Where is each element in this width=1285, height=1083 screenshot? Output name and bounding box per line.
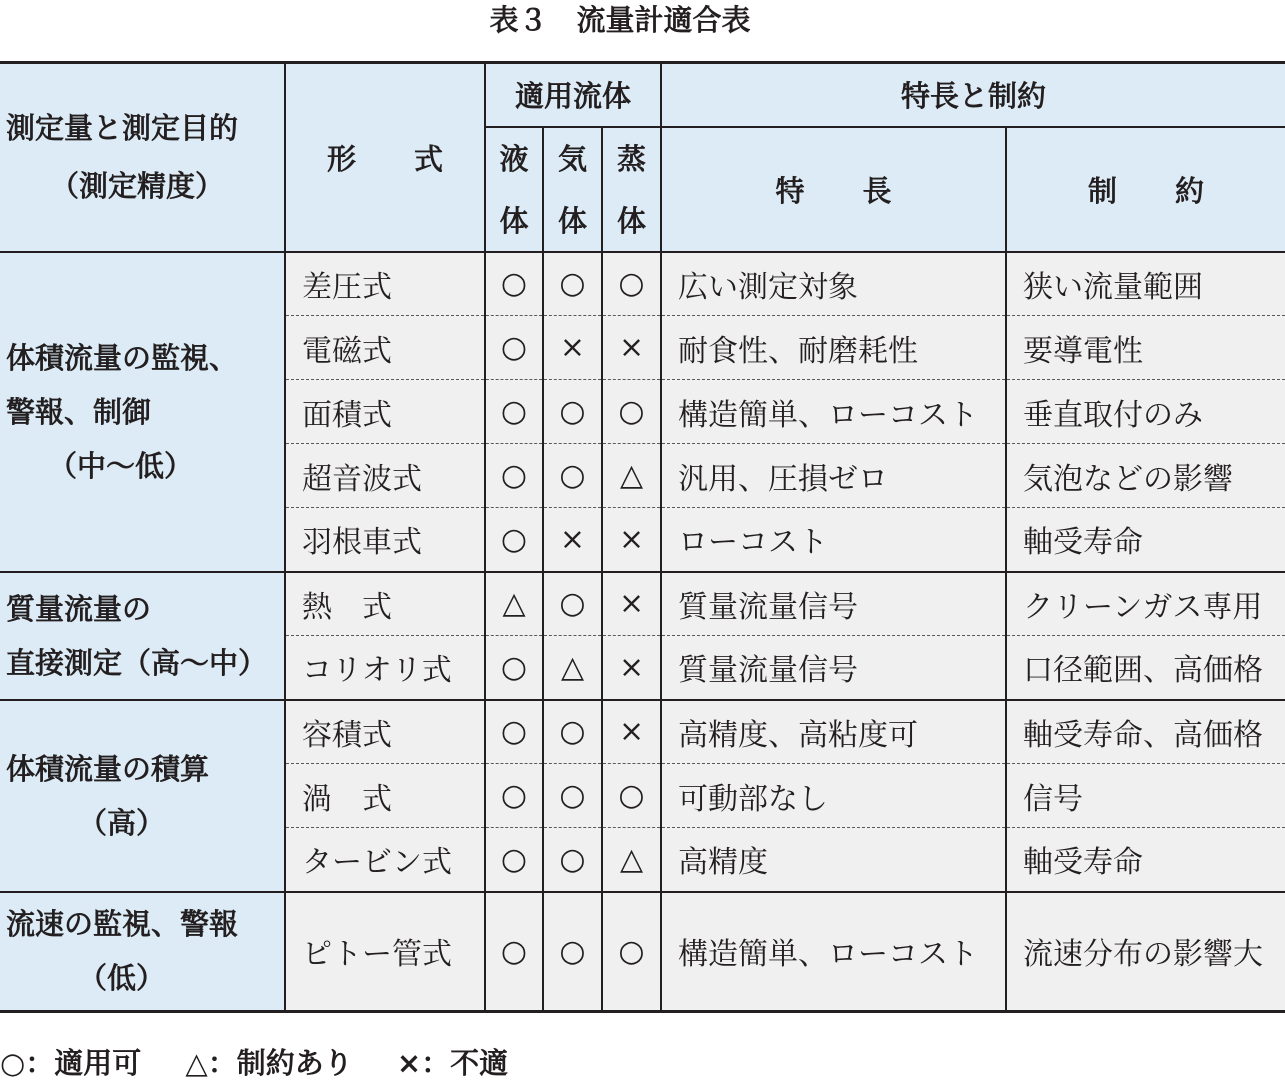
gas-mark: △ xyxy=(543,636,602,700)
type-cell: コリオリ式 xyxy=(285,636,485,700)
steam-mark: ○ xyxy=(602,380,661,444)
gas-header-char2: 体 xyxy=(557,203,587,238)
feature-cell: 構造簡単、ローコスト xyxy=(661,892,1006,1012)
constraint-cell: クリーンガス専用 xyxy=(1006,572,1285,636)
feature-header: 特 長 xyxy=(661,127,1006,252)
feature-cell: 質量流量信号 xyxy=(661,572,1006,636)
steam-mark: × xyxy=(602,316,661,380)
feature-group-header: 特長と制約 xyxy=(661,63,1285,127)
feature-cell: 広い測定対象 xyxy=(661,252,1006,316)
group-4-line2: （低） xyxy=(78,961,166,996)
type-cell: 差圧式 xyxy=(285,252,485,316)
liquid-header-char2: 体 xyxy=(499,203,529,238)
liquid-mark: △ xyxy=(485,572,543,636)
liquid-mark: ○ xyxy=(485,252,543,316)
type-cell: ピトー管式 xyxy=(285,892,485,1012)
feature-cell: 高精度、高粘度可 xyxy=(661,700,1006,764)
table-title: 表３ 流量計適合表 xyxy=(489,3,751,37)
header-row-1 xyxy=(0,63,1285,127)
constraint-cell: 気泡などの影響 xyxy=(1006,444,1285,508)
feature-cell: 可動部なし xyxy=(661,764,1006,828)
group-label-4 xyxy=(0,892,285,1012)
type-header: 形 式 xyxy=(285,63,485,252)
constraint-cell: 垂直取付のみ xyxy=(1006,380,1285,444)
table-row xyxy=(0,572,1285,636)
purpose-header-line2: （測定精度） xyxy=(50,169,225,204)
liquid-mark: ○ xyxy=(485,508,543,572)
type-cell: 渦 式 xyxy=(285,764,485,828)
constraint-cell: 軸受寿命 xyxy=(1006,508,1285,572)
gas-mark: ○ xyxy=(543,444,602,508)
group-1-line1: 体積流量の監視、 xyxy=(6,340,239,375)
feature-cell: ローコスト xyxy=(661,508,1006,572)
steam-mark: △ xyxy=(602,828,661,892)
type-cell: 羽根車式 xyxy=(285,508,485,572)
gas-mark: × xyxy=(543,316,602,380)
gas-mark: ○ xyxy=(543,572,602,636)
constraint-cell: 軸受寿命、高価格 xyxy=(1006,700,1285,764)
steam-header xyxy=(602,127,661,252)
group-3-line2: （高） xyxy=(78,805,166,840)
group-3-line1: 体積流量の積算 xyxy=(6,751,210,786)
gas-mark: ○ xyxy=(543,380,602,444)
steam-mark: ○ xyxy=(602,252,661,316)
liquid-mark: ○ xyxy=(485,316,543,380)
group-4-line1: 流速の監視、警報 xyxy=(6,907,239,942)
steam-mark: ○ xyxy=(602,764,661,828)
steam-mark: × xyxy=(602,700,661,764)
constraint-cell: 要導電性 xyxy=(1006,316,1285,380)
legend xyxy=(0,1043,542,1083)
liquid-header xyxy=(485,127,543,252)
constraint-header: 制 約 xyxy=(1006,127,1285,252)
type-cell: 面積式 xyxy=(285,380,485,444)
group-label-3 xyxy=(0,700,285,892)
group-2-line1: 質量流量の xyxy=(6,591,152,626)
flowmeter-table xyxy=(0,61,1285,1013)
gas-mark: ○ xyxy=(543,700,602,764)
table-row xyxy=(0,700,1285,764)
group-label-2 xyxy=(0,572,285,700)
group-1-line3: （中～低） xyxy=(48,448,194,483)
legend-restricted: △：制約あり xyxy=(185,1046,353,1080)
gas-mark: ○ xyxy=(543,252,602,316)
gas-header xyxy=(543,127,602,252)
steam-header-char1: 蒸 xyxy=(617,141,647,176)
constraint-cell: 口径範囲、高価格 xyxy=(1006,636,1285,700)
feature-cell: 質量流量信号 xyxy=(661,636,1006,700)
purpose-header xyxy=(0,63,285,252)
legend-applicable: ○：適用可 xyxy=(0,1046,142,1080)
purpose-header-line1: 測定量と測定目的 xyxy=(6,111,239,146)
gas-mark: ○ xyxy=(543,892,602,1012)
feature-cell: 汎用、圧損ゼロ xyxy=(661,444,1006,508)
liquid-mark: ○ xyxy=(485,828,543,892)
constraint-cell: 信号 xyxy=(1006,764,1285,828)
feature-cell: 高精度 xyxy=(661,828,1006,892)
steam-header-char2: 体 xyxy=(617,203,647,238)
liquid-mark: ○ xyxy=(485,892,543,1012)
feature-cell: 構造簡単、ローコスト xyxy=(661,380,1006,444)
constraint-cell: 軸受寿命 xyxy=(1006,828,1285,892)
gas-mark: × xyxy=(543,508,602,572)
liquid-mark: ○ xyxy=(485,636,543,700)
group-1-line2: 警報、制御 xyxy=(6,394,152,429)
constraint-cell: 流速分布の影響大 xyxy=(1006,892,1285,1012)
group-2-line2: 直接測定（高～中） xyxy=(6,645,268,680)
steam-mark: ○ xyxy=(602,892,661,1012)
liquid-mark: ○ xyxy=(485,380,543,444)
type-cell: タービン式 xyxy=(285,828,485,892)
liquid-mark: ○ xyxy=(485,700,543,764)
steam-mark: △ xyxy=(602,444,661,508)
steam-mark: × xyxy=(602,508,661,572)
gas-mark: ○ xyxy=(543,764,602,828)
table-row xyxy=(0,892,1285,1012)
type-cell: 熱 式 xyxy=(285,572,485,636)
gas-mark: ○ xyxy=(543,828,602,892)
legend-unsuitable: ×：不適 xyxy=(396,1046,509,1080)
gas-header-char1: 気 xyxy=(557,141,587,176)
type-cell: 容積式 xyxy=(285,700,485,764)
fluid-group-header: 適用流体 xyxy=(485,63,661,127)
feature-cell: 耐食性、耐磨耗性 xyxy=(661,316,1006,380)
table-row xyxy=(0,252,1285,316)
liquid-mark: ○ xyxy=(485,444,543,508)
type-cell: 電磁式 xyxy=(285,316,485,380)
steam-mark: × xyxy=(602,636,661,700)
steam-mark: × xyxy=(602,572,661,636)
type-cell: 超音波式 xyxy=(285,444,485,508)
group-label-1 xyxy=(0,252,285,572)
constraint-cell: 狭い流量範囲 xyxy=(1006,252,1285,316)
liquid-mark: ○ xyxy=(485,764,543,828)
liquid-header-char1: 液 xyxy=(499,141,529,176)
